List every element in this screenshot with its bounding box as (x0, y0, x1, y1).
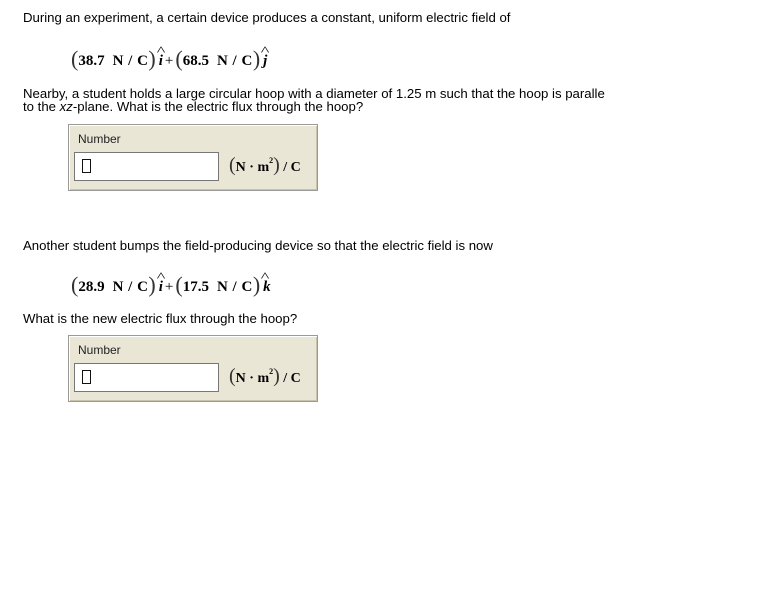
intro-text-1: During an experiment, a certain device produces a constant, uniform electric field of (23, 10, 511, 25)
plane-name: xz (59, 99, 73, 114)
field-component-y-value: 68.5 (182, 53, 209, 69)
field-component-z-value: 17.5 (182, 279, 209, 295)
answer-box-2 (68, 335, 318, 402)
answer-box-1 (68, 124, 318, 191)
answer-units-2: $(N \cdot m^2) / C$ (229, 365, 301, 387)
question-text-1-line1: Nearby, a student holds a large circular hoop with a diameter of 1.25 m such that the hoop is paralle (23, 86, 605, 101)
unit-vector-i: ^ i (159, 46, 163, 76)
answer-units-1: $(N \cdot m^2) / C$ (229, 154, 301, 176)
field-component-x-value: 28.9 (78, 279, 105, 295)
field-component-x-unit: N / C (112, 279, 149, 295)
answer-input-2[interactable] (74, 363, 219, 392)
field-component-x-unit: N / C (112, 53, 149, 69)
electric-field-expression-2: (28.9 N / C)^ i +(17.5 N / C)^ k (71, 269, 271, 299)
field-component-y-unit: N / C (216, 53, 253, 69)
unit-vector-i: ^ i (159, 272, 163, 302)
question-text-1-line2: to the xz-plane. What is the electric flux through the hoop? (23, 99, 364, 114)
field-component-z-unit: N / C (216, 279, 253, 295)
unit-vector-j: ^ j (263, 46, 267, 76)
number-label: Number (78, 343, 121, 357)
field-component-x-value: 38.7 (78, 53, 105, 69)
unit-vector-k: ^ k (263, 272, 271, 302)
answer-input-1[interactable] (74, 152, 219, 181)
electric-field-expression-1: (38.7 N / C)^ i +(68.5 N / C)^ j (71, 43, 267, 73)
intro-text-2: Another student bumps the field-producing device so that the electric field is now (23, 238, 493, 253)
number-label: Number (78, 132, 121, 146)
question-text-2: What is the new electric flux through the hoop? (23, 311, 298, 326)
